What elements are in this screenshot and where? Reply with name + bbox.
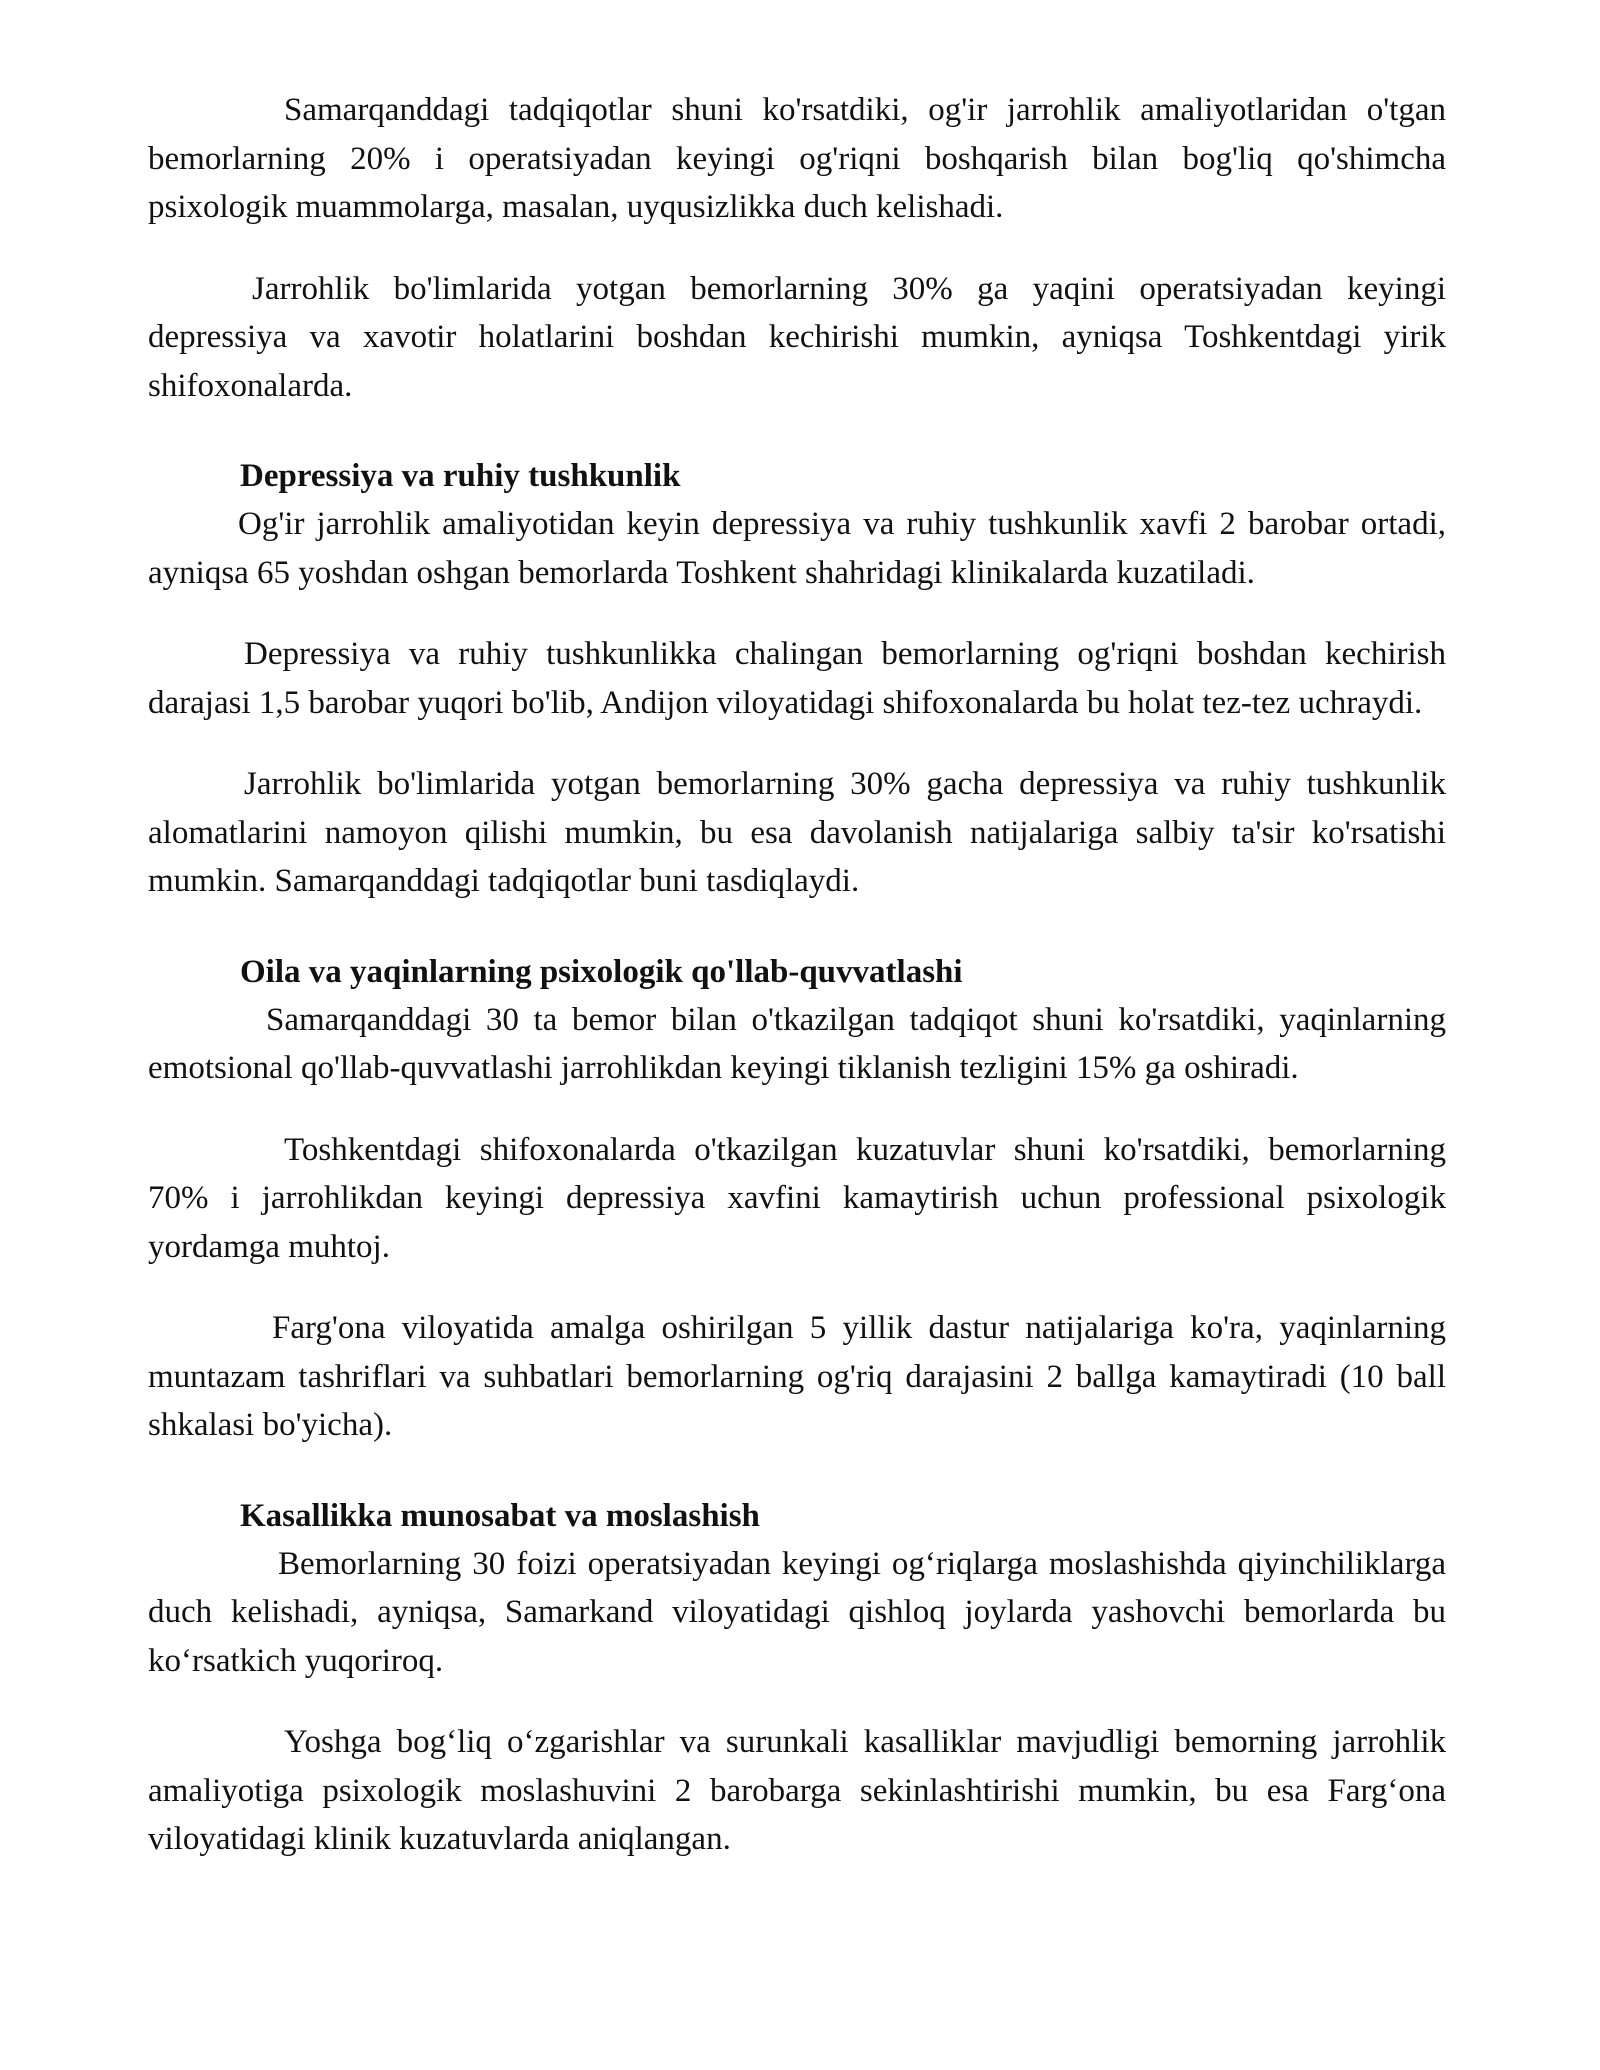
paragraph-depression-3: Jarrohlik bo'limlarida yotgan bemorlarning 30% gacha depressiya va ruhiy tushkunlik alomatlarini namoyon qilishi mumkin, bu esa davolanish natijalariga salbiy ta'sir ko'rsatishi mumkin. Samarqanddagi tadqiqotlar buni tasdiqlaydi. <box>148 766 1446 899</box>
paragraph-adaptation-2: Yoshga bog‘liq o‘zgarishlar va surunkali kasalliklar mavjudligi bemorning jarrohlik amaliyotiga psixologik moslashuvini 2 barobarga sekinlashtirishi mumkin, bu esa Farg‘ona viloyatidagi klinik kuzatuvlarda aniqlangan. <box>148 1724 1446 1857</box>
paragraph-depression-1: Og'ir jarrohlik amaliyotidan keyin depressiya va ruhiy tushkunlik xavfi 2 barobar ortadi, ayniqsa 65 yoshdan oshgan bemorlarda Toshkent shahridagi klinikalarda kuzatiladi. <box>148 506 1446 591</box>
paragraph-family-3: Farg'ona viloyatida amalga oshirilgan 5 yillik dastur natijalariga ko'ra, yaqinlarning muntazam tashriflari va suhbatlari bemorlarning og'riq darajasini 2 ballga kamaytiradi (10 ball shkalasi bo'yicha). <box>148 1310 1446 1443</box>
paragraph-intro-2: Jarrohlik bo'limlarida yotgan bemorlarning 30% ga yaqini operatsiyadan keyingi depressiya va xavotir holatlarini boshdan kechirishi mumkin, ayniqsa Toshkentdagi yirik shifoxonalarda. <box>148 270 1446 404</box>
paragraph-family-1: Samarqanddagi 30 ta bemor bilan o'tkazilgan tadqiqot shuni ko'rsatdiki, yaqinlarning emotsional qo'llab-quvvatlashi jarrohlikdan keyingi tiklanish tezligini 15% ga oshiradi. <box>148 1001 1446 1086</box>
paragraph-depression-2: Depressiya va ruhiy tushkunlikka chalingan bemorlarning og'riqni boshdan kechirish darajasi 1,5 barobar yuqori bo'lib, Andijon viloyatidagi shifoxonalarda bu holat tez-tez uchraydi. <box>148 636 1446 721</box>
section-heading-adaptation: Kasallikka munosabat va moslashish <box>240 1497 760 1534</box>
paragraph-intro-1: Samarqanddagi tadqiqotlar shuni ko'rsatdiki, og'ir jarrohlik amaliyotlaridan o'tgan bemorlarning 20% i operatsiyadan keyingi og'riqni boshqarish bilan bog'liq qo'shimcha psixologik muammolarga, masalan, uyqusizlikka duch kelishadi. <box>148 92 1446 225</box>
paragraph-adaptation-1: Bemorlarning 30 foizi operatsiyadan keyingi og‘riqlarga moslashishda qiyinchiliklarga duch kelishadi, ayniqsa, Samarkand viloyatidagi qishloq joylarda yashovchi bemorlarda bu ko‘rsatkich yuqoriroq. <box>148 1545 1446 1679</box>
document-page <box>148 86 1446 1897</box>
section-heading-family-support: Oila va yaqinlarning psixologik qo'llab-quvvatlashi <box>240 953 963 990</box>
section-heading-depression: Depressiya va ruhiy tushkunlik <box>240 458 681 494</box>
paragraph-family-2: Toshkentdagi shifoxonalarda o'tkazilgan kuzatuvlar shuni ko'rsatdiki, bemorlarning 70% i jarrohlikdan keyingi depressiya xavfini kamaytirish uchun professional psixologik yordamga muhtoj. <box>148 1131 1446 1265</box>
